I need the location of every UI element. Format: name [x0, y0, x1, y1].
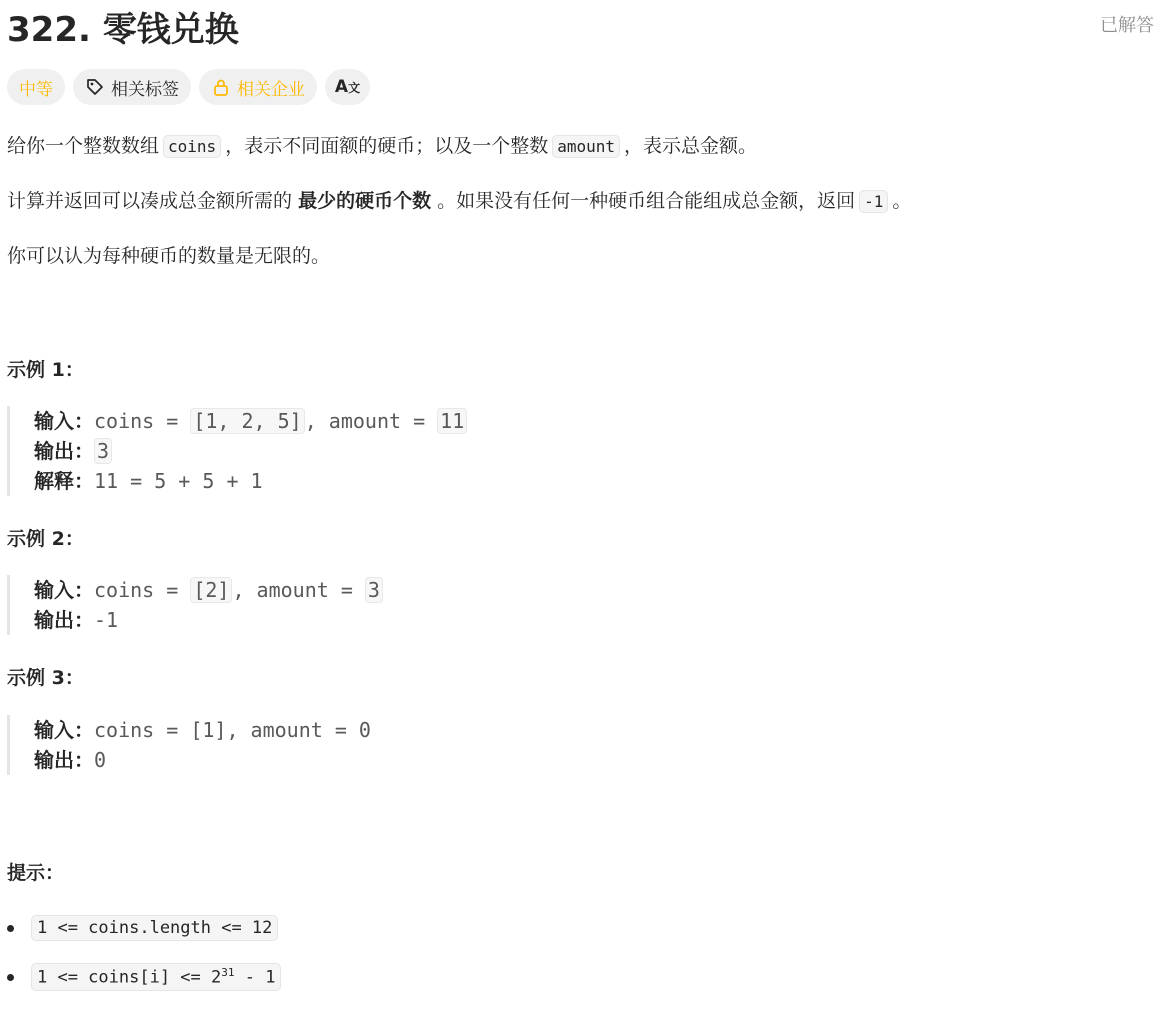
- constraints-list: [7, 913, 281, 1011]
- inline-code-amount: amount: [552, 135, 620, 158]
- list-item: [7, 962, 281, 992]
- bullet-dot: [7, 974, 14, 981]
- constraints-heading: 提示：: [7, 862, 65, 884]
- example-2-block: 输入：coins = [2] , amount = 3 输出：-1: [7, 575, 383, 635]
- lock-icon: [211, 77, 231, 97]
- tag-bar: [7, 69, 370, 105]
- difficulty-badge[interactable]: 中等: [7, 69, 65, 105]
- example-3-heading: 示例 3：: [7, 667, 84, 689]
- example-3-block: 输入：coins = [1], amount = 0 输出：0: [7, 715, 371, 775]
- bullet-dot: [7, 925, 14, 932]
- constraint-code: 1 <= coins[i] <= $2^{31} - 1$: [31, 963, 281, 991]
- constraint-code: 1 <= coins.length <= 12: [31, 915, 278, 941]
- description-paragraph-3: 你可以认为每种硬币的数量是无限的。: [7, 245, 331, 267]
- inline-code-coins: coins: [163, 135, 221, 158]
- example-1-heading: 示例 1：: [7, 359, 84, 381]
- tag-icon: [85, 77, 105, 97]
- related-companies-label: 相关企业: [237, 79, 305, 100]
- translate-icon: A文: [334, 77, 361, 97]
- solved-status: 已解答: [1100, 15, 1154, 36]
- description-paragraph-2: 计算并返回可以凑成总金额所需的 最少的硬币个数 。如果没有任何一种硬币组合能组成总金额，返回 -1 。: [7, 190, 912, 212]
- list-item: [7, 913, 281, 943]
- emphasis-min-coins: 最少的硬币个数: [298, 190, 432, 212]
- translate-button[interactable]: [325, 69, 370, 105]
- example-1-block: 输入：coins = [1, 2, 5] , amount = 11 输出： 3 解释：11 = 5 + 5 + 1: [7, 406, 467, 496]
- related-companies-button[interactable]: [199, 69, 317, 105]
- related-tags-label: 相关标签: [111, 79, 179, 100]
- description-paragraph-1: 给你一个整数数组 coins ，表示不同面额的硬币；以及一个整数 amount ，表示总金额。: [7, 135, 758, 157]
- inline-code-minus-one: -1: [859, 190, 888, 213]
- example-2-heading: 示例 2：: [7, 528, 84, 550]
- problem-title: 322. 零钱兑换: [7, 10, 239, 50]
- related-tags-button[interactable]: [73, 69, 191, 105]
